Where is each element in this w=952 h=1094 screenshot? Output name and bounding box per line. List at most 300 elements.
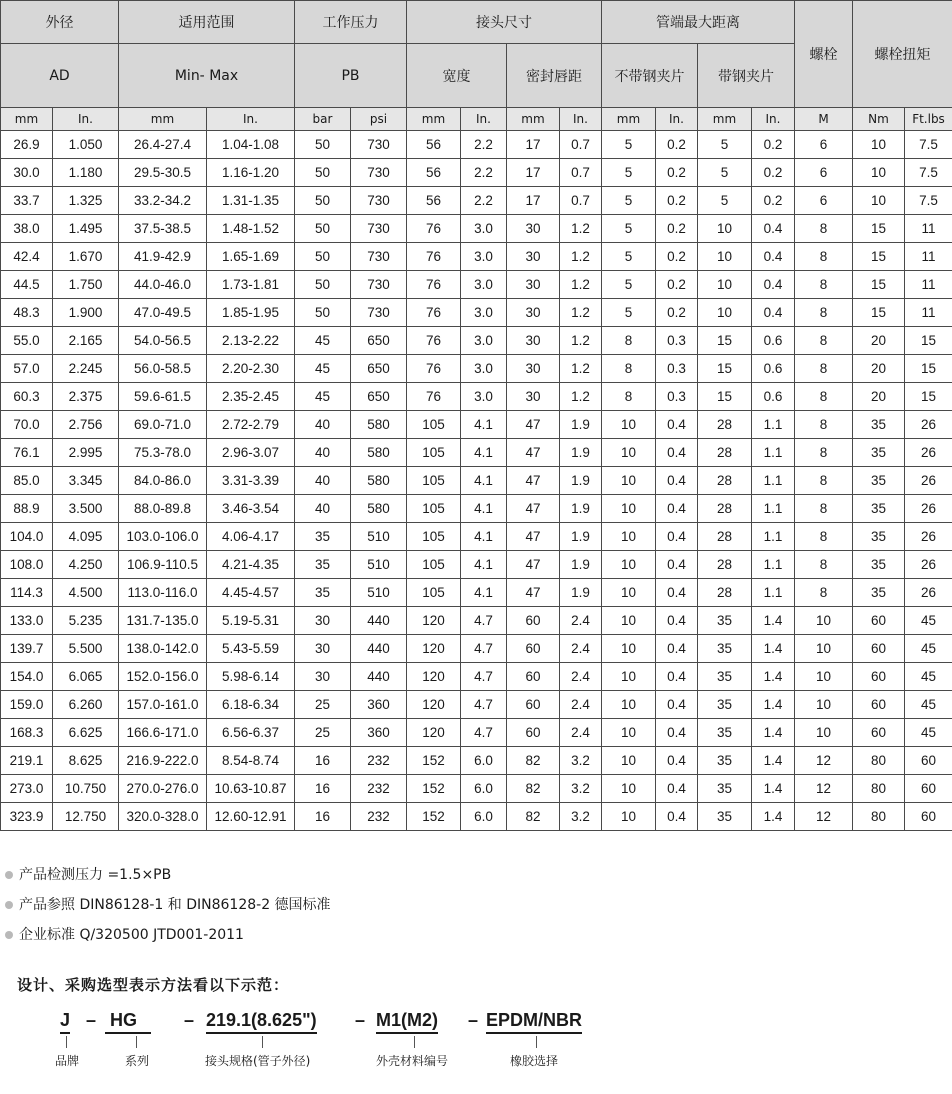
unit-header: In.: [656, 108, 698, 131]
table-cell: 8: [795, 215, 853, 243]
table-cell: 8: [795, 271, 853, 299]
table-cell: 5.500: [53, 635, 119, 663]
unit-header: psi: [351, 108, 407, 131]
table-cell: 50: [295, 131, 351, 159]
table-cell: 10: [698, 271, 752, 299]
table-cell: 10: [698, 243, 752, 271]
table-row: [1, 327, 952, 355]
table-cell: 16: [295, 803, 351, 831]
table-cell: 1.2: [560, 299, 602, 327]
code-housing: M1(M2): [376, 1010, 438, 1034]
table-cell: 47: [507, 439, 560, 467]
table-cell: 120: [407, 607, 461, 635]
table-cell: 3.500: [53, 495, 119, 523]
group-header-od: 外径: [1, 1, 119, 44]
table-row: [1, 663, 952, 691]
table-cell: 133.0: [1, 607, 53, 635]
table-cell: 139.7: [1, 635, 53, 663]
table-cell: 1.750: [53, 271, 119, 299]
table-cell: 0.6: [752, 327, 795, 355]
table-cell: 47: [507, 411, 560, 439]
table-cell: 10: [602, 495, 656, 523]
table-cell: 69.0-71.0: [119, 411, 207, 439]
table-cell: 1.4: [752, 775, 795, 803]
unit-header: mm: [698, 108, 752, 131]
leader-line: [66, 1036, 67, 1048]
table-cell: 1.85-1.95: [207, 299, 295, 327]
table-cell: 8: [795, 495, 853, 523]
table-cell: 60: [853, 607, 905, 635]
table-cell: 232: [351, 747, 407, 775]
table-cell: 7.5: [905, 159, 952, 187]
table-cell: 105: [407, 411, 461, 439]
table-cell: 104.0: [1, 523, 53, 551]
table-cell: 440: [351, 607, 407, 635]
table-cell: 10: [698, 299, 752, 327]
table-cell: 47.0-49.5: [119, 299, 207, 327]
code-brand: J: [60, 1010, 70, 1034]
table-cell: 10: [602, 775, 656, 803]
table-cell: 10: [853, 131, 905, 159]
code-dash: –: [468, 1010, 479, 1030]
table-cell: 35: [853, 579, 905, 607]
subheader-no-clip: 不带钢夹片: [602, 44, 698, 108]
table-cell: 60: [507, 719, 560, 747]
table-cell: 26: [905, 579, 952, 607]
table-cell: 41.9-42.9: [119, 243, 207, 271]
table-cell: 4.45-4.57: [207, 579, 295, 607]
table-cell: 47: [507, 551, 560, 579]
table-cell: 15: [698, 383, 752, 411]
table-cell: 5: [602, 215, 656, 243]
table-cell: 35: [853, 495, 905, 523]
unit-header: In.: [461, 108, 507, 131]
table-cell: 4.1: [461, 495, 507, 523]
table-cell: 76.1: [1, 439, 53, 467]
table-cell: 76: [407, 215, 461, 243]
table-row: [1, 411, 952, 439]
table-cell: 45: [905, 663, 952, 691]
table-cell: 25: [295, 719, 351, 747]
table-cell: 8: [795, 327, 853, 355]
table-cell: 4.1: [461, 579, 507, 607]
table-cell: 2.4: [560, 691, 602, 719]
table-row: [1, 131, 952, 159]
table-cell: 44.0-46.0: [119, 271, 207, 299]
table-cell: 8: [795, 411, 853, 439]
table-cell: 0.2: [752, 131, 795, 159]
table-cell: 15: [905, 355, 952, 383]
table-cell: 1.050: [53, 131, 119, 159]
table-cell: 1.9: [560, 579, 602, 607]
table-cell: 105: [407, 579, 461, 607]
leader-line: [136, 1036, 137, 1048]
unit-header: mm: [407, 108, 461, 131]
table-cell: 0.4: [656, 691, 698, 719]
table-cell: 3.0: [461, 243, 507, 271]
table-cell: 45: [905, 607, 952, 635]
table-cell: 0.4: [752, 243, 795, 271]
table-cell: 12: [795, 747, 853, 775]
table-cell: 5.235: [53, 607, 119, 635]
table-cell: 0.3: [656, 327, 698, 355]
table-cell: 2.2: [461, 159, 507, 187]
table-cell: 0.6: [752, 355, 795, 383]
table-cell: 85.0: [1, 467, 53, 495]
table-cell: 50: [295, 299, 351, 327]
table-cell: 15: [698, 355, 752, 383]
table-cell: 50: [295, 159, 351, 187]
table-cell: 11: [905, 215, 952, 243]
table-cell: 0.4: [656, 439, 698, 467]
table-cell: 114.3: [1, 579, 53, 607]
table-cell: 35: [853, 439, 905, 467]
table-cell: 56: [407, 131, 461, 159]
note-text: 企业标准 Q/320500 JTD001-2011: [19, 927, 244, 943]
subheader-minmax: Min- Max: [119, 44, 295, 108]
unit-row: [1, 108, 952, 131]
table-cell: 440: [351, 635, 407, 663]
table-cell: 4.21-4.35: [207, 551, 295, 579]
table-cell: 35: [853, 467, 905, 495]
table-cell: 10: [602, 551, 656, 579]
table-cell: 2.2: [461, 131, 507, 159]
table-cell: 1.2: [560, 327, 602, 355]
table-cell: 5.19-5.31: [207, 607, 295, 635]
table-cell: 10: [602, 635, 656, 663]
table-cell: 3.31-3.39: [207, 467, 295, 495]
table-cell: 48.3: [1, 299, 53, 327]
table-cell: 5: [602, 271, 656, 299]
table-cell: 60: [853, 635, 905, 663]
table-cell: 1.1: [752, 551, 795, 579]
table-row: [1, 803, 952, 831]
table-cell: 138.0-142.0: [119, 635, 207, 663]
table-cell: 219.1: [1, 747, 53, 775]
table-cell: 30: [507, 215, 560, 243]
table-row: [1, 523, 952, 551]
table-cell: 88.0-89.8: [119, 495, 207, 523]
table-cell: 1.1: [752, 467, 795, 495]
table-cell: 1.4: [752, 719, 795, 747]
table-cell: 7.5: [905, 131, 952, 159]
table-cell: 60: [507, 691, 560, 719]
table-cell: 80: [853, 775, 905, 803]
table-cell: 0.4: [656, 607, 698, 635]
table-cell: 35: [295, 523, 351, 551]
table-cell: 7.5: [905, 187, 952, 215]
table-cell: 1.180: [53, 159, 119, 187]
table-row: [1, 691, 952, 719]
table-cell: 8: [795, 467, 853, 495]
table-cell: 103.0-106.0: [119, 523, 207, 551]
table-cell: 1.9: [560, 439, 602, 467]
table-cell: 730: [351, 215, 407, 243]
bullet-icon: [5, 931, 13, 939]
table-cell: 168.3: [1, 719, 53, 747]
table-cell: 33.2-34.2: [119, 187, 207, 215]
table-cell: 1.4: [752, 747, 795, 775]
table-cell: 56: [407, 159, 461, 187]
table-cell: 1.65-1.69: [207, 243, 295, 271]
table-cell: 2.995: [53, 439, 119, 467]
table-cell: 16: [295, 775, 351, 803]
table-cell: 4.7: [461, 663, 507, 691]
table-cell: 3.0: [461, 271, 507, 299]
table-cell: 3.0: [461, 327, 507, 355]
table-cell: 10: [602, 467, 656, 495]
table-cell: 1.2: [560, 355, 602, 383]
unit-header: mm: [119, 108, 207, 131]
table-cell: 1.2: [560, 383, 602, 411]
table-cell: 270.0-276.0: [119, 775, 207, 803]
label-housing: 外壳材料编号: [376, 1054, 449, 1068]
table-cell: 60: [905, 803, 952, 831]
table-cell: 1.495: [53, 215, 119, 243]
table-cell: 47: [507, 523, 560, 551]
table-cell: 4.1: [461, 439, 507, 467]
table-cell: 40: [295, 439, 351, 467]
table-cell: 10: [795, 663, 853, 691]
table-cell: 0.4: [752, 215, 795, 243]
unit-header: bar: [295, 108, 351, 131]
table-cell: 12: [795, 775, 853, 803]
table-cell: 60: [905, 747, 952, 775]
table-cell: 10: [602, 439, 656, 467]
table-cell: 35: [698, 775, 752, 803]
table-cell: 0.2: [656, 299, 698, 327]
table-cell: 76: [407, 299, 461, 327]
table-cell: 26.9: [1, 131, 53, 159]
table-cell: 20: [853, 327, 905, 355]
table-cell: 10: [602, 803, 656, 831]
unit-header: mm: [602, 108, 656, 131]
table-cell: 580: [351, 411, 407, 439]
group-header-torque: 螺栓扭矩: [853, 1, 952, 108]
table-cell: 0.2: [656, 243, 698, 271]
table-cell: 1.1: [752, 439, 795, 467]
table-cell: 2.4: [560, 635, 602, 663]
table-cell: 2.4: [560, 607, 602, 635]
table-cell: 1.900: [53, 299, 119, 327]
table-cell: 0.4: [656, 495, 698, 523]
table-cell: 0.4: [656, 719, 698, 747]
table-cell: 6.065: [53, 663, 119, 691]
table-cell: 88.9: [1, 495, 53, 523]
table-cell: 28: [698, 411, 752, 439]
table-cell: 15: [853, 215, 905, 243]
table-cell: 730: [351, 131, 407, 159]
table-cell: 0.7: [560, 159, 602, 187]
table-cell: 0.3: [656, 383, 698, 411]
table-cell: 30: [507, 271, 560, 299]
table-cell: 15: [698, 327, 752, 355]
table-cell: 2.96-3.07: [207, 439, 295, 467]
table-cell: 5: [602, 243, 656, 271]
table-cell: 11: [905, 243, 952, 271]
table-cell: 360: [351, 719, 407, 747]
label-brand: 品牌: [55, 1054, 80, 1068]
table-row: [1, 271, 952, 299]
table-cell: 4.7: [461, 719, 507, 747]
table-cell: 35: [853, 551, 905, 579]
table-cell: 12.60-12.91: [207, 803, 295, 831]
table-cell: 2.2: [461, 187, 507, 215]
table-row: [1, 635, 952, 663]
table-cell: 1.1: [752, 495, 795, 523]
table-cell: 10: [602, 607, 656, 635]
table-cell: 8: [795, 523, 853, 551]
table-cell: 3.0: [461, 215, 507, 243]
table-cell: 30.0: [1, 159, 53, 187]
table-cell: 1.9: [560, 411, 602, 439]
table-cell: 40: [295, 495, 351, 523]
table-cell: 4.1: [461, 411, 507, 439]
table-cell: 11: [905, 299, 952, 327]
table-cell: 0.2: [656, 159, 698, 187]
table-cell: 50: [295, 187, 351, 215]
table-cell: 2.375: [53, 383, 119, 411]
table-cell: 10: [602, 719, 656, 747]
table-cell: 0.4: [656, 551, 698, 579]
table-cell: 40: [295, 467, 351, 495]
table-cell: 30: [295, 607, 351, 635]
table-cell: 26: [905, 467, 952, 495]
table-cell: 10: [602, 691, 656, 719]
table-cell: 42.4: [1, 243, 53, 271]
code-dash: –: [355, 1010, 366, 1030]
table-cell: 3.2: [560, 775, 602, 803]
table-cell: 28: [698, 439, 752, 467]
table-cell: 10: [795, 691, 853, 719]
group-header-range: 适用范围: [119, 1, 295, 44]
table-cell: 33.7: [1, 187, 53, 215]
table-cell: 26: [905, 551, 952, 579]
table-cell: 6: [795, 131, 853, 159]
table-row: [1, 243, 952, 271]
table-cell: 60: [507, 635, 560, 663]
table-cell: 6.18-6.34: [207, 691, 295, 719]
table-cell: 30: [295, 635, 351, 663]
table-cell: 35: [698, 635, 752, 663]
table-cell: 30: [507, 355, 560, 383]
table-cell: 25: [295, 691, 351, 719]
table-cell: 1.9: [560, 523, 602, 551]
table-cell: 0.4: [656, 635, 698, 663]
table-row: [1, 775, 952, 803]
table-cell: 8: [602, 327, 656, 355]
table-cell: 26: [905, 411, 952, 439]
table-cell: 26.4-27.4: [119, 131, 207, 159]
table-cell: 1.16-1.20: [207, 159, 295, 187]
table-cell: 3.46-3.54: [207, 495, 295, 523]
table-cell: 82: [507, 803, 560, 831]
table-cell: 37.5-38.5: [119, 215, 207, 243]
table-cell: 6: [795, 187, 853, 215]
table-cell: 56: [407, 187, 461, 215]
table-cell: 4.250: [53, 551, 119, 579]
table-cell: 45: [905, 691, 952, 719]
leader-line: [262, 1036, 263, 1048]
table-cell: 730: [351, 299, 407, 327]
table-cell: 320.0-328.0: [119, 803, 207, 831]
table-cell: 0.7: [560, 187, 602, 215]
table-cell: 45: [905, 635, 952, 663]
table-cell: 1.4: [752, 691, 795, 719]
table-cell: 26: [905, 523, 952, 551]
table-cell: 152: [407, 803, 461, 831]
table-cell: 1.1: [752, 411, 795, 439]
table-cell: 0.4: [656, 747, 698, 775]
table-cell: 1.1: [752, 523, 795, 551]
group-header-joint: 接头尺寸: [407, 1, 602, 44]
table-cell: 35: [698, 663, 752, 691]
table-cell: 1.9: [560, 495, 602, 523]
table-cell: 5: [602, 187, 656, 215]
table-cell: 47: [507, 495, 560, 523]
table-cell: 4.1: [461, 551, 507, 579]
table-cell: 131.7-135.0: [119, 607, 207, 635]
table-cell: 76: [407, 355, 461, 383]
table-cell: 82: [507, 775, 560, 803]
table-cell: 4.1: [461, 523, 507, 551]
table-cell: 120: [407, 691, 461, 719]
table-cell: 1.4: [752, 607, 795, 635]
table-cell: 45: [905, 719, 952, 747]
table-cell: 1.670: [53, 243, 119, 271]
note-item: [5, 890, 331, 920]
label-size: 接头规格(管子外径): [205, 1054, 311, 1068]
table-cell: 1.31-1.35: [207, 187, 295, 215]
table-cell: 0.2: [752, 187, 795, 215]
table-cell: 56.0-58.5: [119, 355, 207, 383]
table-cell: 152: [407, 775, 461, 803]
table-cell: 4.7: [461, 635, 507, 663]
table-cell: 10: [602, 663, 656, 691]
table-cell: 4.7: [461, 691, 507, 719]
group-header-bolt: 螺栓: [795, 1, 853, 108]
code-size: 219.1(8.625"): [206, 1010, 317, 1034]
unit-header: M: [795, 108, 853, 131]
unit-header: Ft.lbs: [905, 108, 952, 131]
table-cell: 1.4: [752, 803, 795, 831]
table-row: [1, 719, 952, 747]
leader-line: [536, 1036, 537, 1048]
table-cell: 12: [795, 803, 853, 831]
notes: [5, 860, 331, 950]
table-cell: 10.750: [53, 775, 119, 803]
table-cell: 10: [795, 607, 853, 635]
table-row: [1, 467, 952, 495]
table-cell: 11: [905, 271, 952, 299]
table-cell: 60: [853, 663, 905, 691]
table-cell: 10: [698, 215, 752, 243]
table-cell: 80: [853, 747, 905, 775]
subheader-width: 宽度: [407, 44, 507, 108]
table-cell: 5.98-6.14: [207, 663, 295, 691]
table-cell: 2.245: [53, 355, 119, 383]
table-cell: 105: [407, 523, 461, 551]
table-cell: 8.625: [53, 747, 119, 775]
table-cell: 8.54-8.74: [207, 747, 295, 775]
table-cell: 5: [602, 159, 656, 187]
table-cell: 1.73-1.81: [207, 271, 295, 299]
table-cell: 12.750: [53, 803, 119, 831]
table-cell: 650: [351, 327, 407, 355]
table-cell: 60: [507, 607, 560, 635]
table-cell: 0.2: [752, 159, 795, 187]
table-cell: 26: [905, 439, 952, 467]
